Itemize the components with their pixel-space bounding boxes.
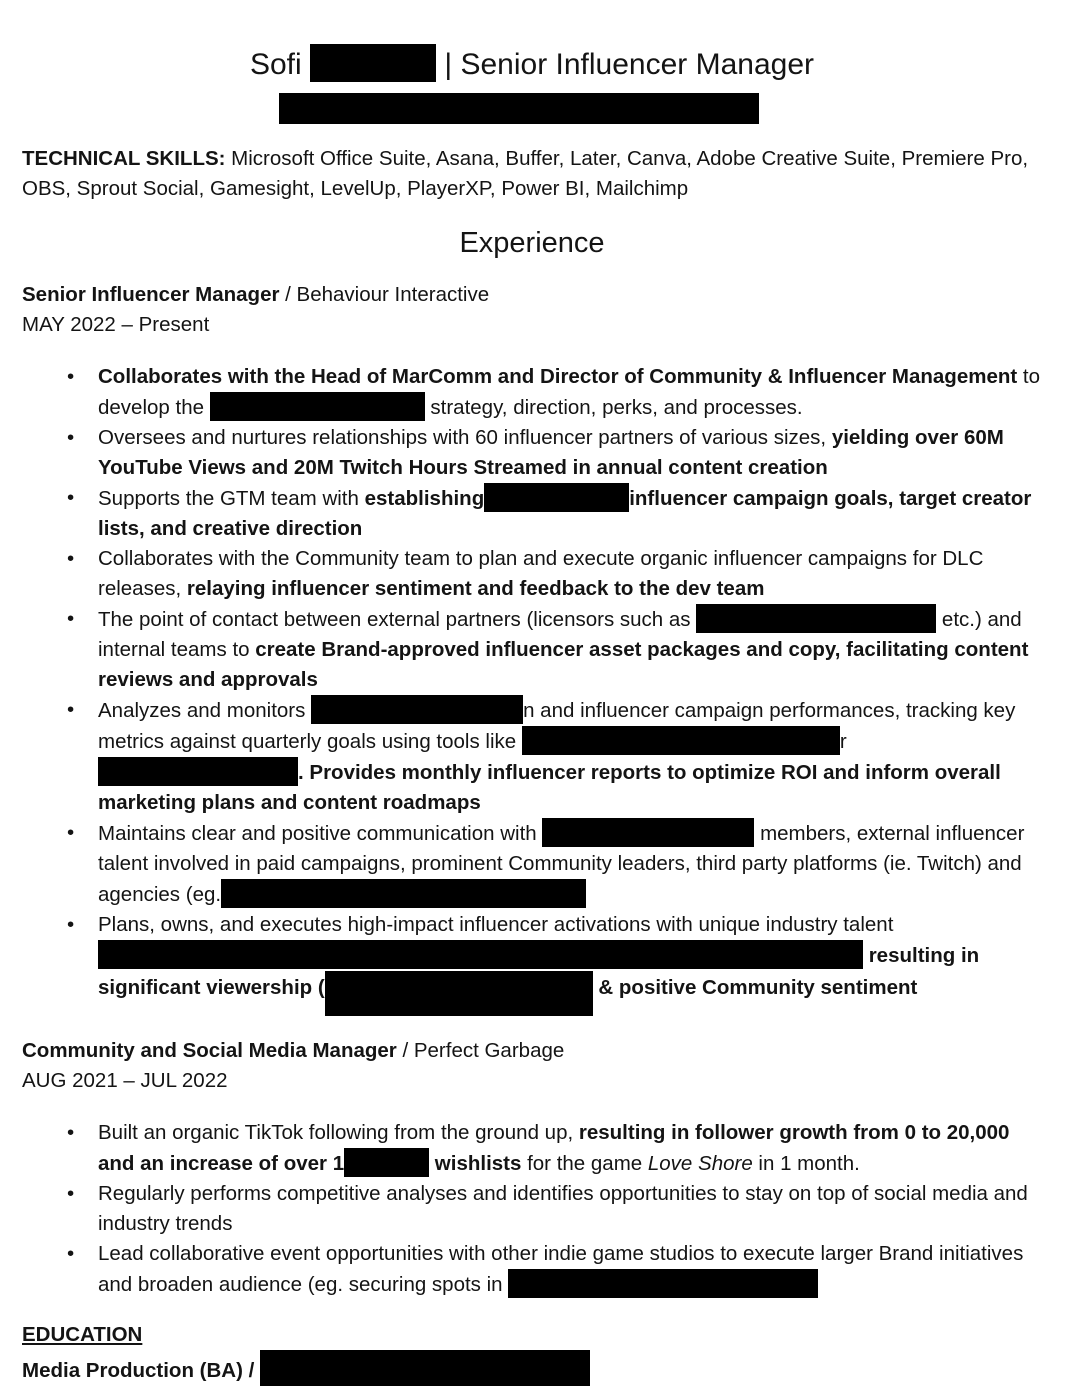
redaction-bar (325, 971, 593, 1016)
redaction-bar (508, 1269, 818, 1298)
text-segment: strategy, direction, perks, and processes. (424, 396, 803, 419)
text-segment: yielding over 60M YouTube Views and 20M Twitch Hours Streamed in annual content creation (98, 426, 1004, 479)
redaction-bar (311, 695, 523, 724)
text-segment: resulting in follower growth from 0 to 20,000 and an increase of over 1 (98, 1121, 1010, 1175)
technical-skills-list: Microsoft Office Suite, Asana, Buffer, Later, Canva, Adobe Creative Suite, Premiere Pro, OBS, Sprout Social, Gamesight, LevelUp, PlayerXP, Power BI, Mailchimp (22, 147, 1029, 200)
text-segment: create Brand-approved influencer asset packages and copy, facilitating content reviews and approvals (98, 638, 1029, 691)
redaction-bar (310, 44, 436, 82)
job-entry (22, 1036, 1042, 1300)
resume-title (22, 44, 1042, 85)
contact-info-redaction (279, 93, 759, 124)
bullet-item (98, 362, 1042, 423)
text-segment: Oversees and nurtures relationships with 60 influencer partners of various sizes, (98, 426, 832, 449)
text-segment: Collaborates with the Community team to plan and execute organic influencer campaigns for DLC releases, (98, 547, 984, 600)
job-dates: AUG 2021 – JUL 2022 (22, 1069, 228, 1092)
text-segment: influencer campaign goals, target creator lists, and creative direction (98, 487, 1032, 540)
redaction-bar (98, 757, 298, 786)
technical-skills-label: TECHNICAL SKILLS: (22, 147, 226, 170)
education-line (22, 1350, 1042, 1386)
text-segment: Built an organic TikTok following from the ground up, (98, 1121, 579, 1144)
text-segment: relaying influencer sentiment and feedback to the dev team (186, 577, 765, 600)
text-segment: Maintains clear and positive communication with (98, 822, 543, 845)
text-segment: | Senior Influencer Manager (436, 48, 815, 81)
jobs-container (22, 280, 1042, 1300)
text-segment: Collaborates with the Head of MarComm and Director of Community & Influencer Management (98, 365, 1018, 388)
text-segment: Analyzes and monitors (98, 699, 312, 722)
redaction-bar (210, 392, 425, 421)
job-title-line (22, 1036, 1042, 1066)
text-segment: to develop the (98, 365, 1040, 419)
experience-heading: Experience (459, 227, 605, 259)
text-segment: n and influencer campaign performances, tracking key metrics against quarterly goals using tools like (98, 699, 1016, 753)
technical-skills-paragraph (22, 144, 1042, 204)
job-entry (22, 280, 1042, 1016)
text-segment: r (839, 730, 847, 753)
text-segment: members, external influencer talent involved in paid campaigns, prominent Community leaders, third party platforms (ie. Twitch) and agencies (eg. (98, 822, 1025, 906)
text-segment: establishing (364, 487, 485, 510)
text-segment: Lead collaborative event opportunities with other indie game studios to execute larger Brand initiatives and broaden audience (eg. securing spots in (98, 1242, 1024, 1296)
text-segment: wishlists (429, 1152, 522, 1175)
bullet-item (98, 1118, 1042, 1179)
text-segment: The point of contact between external partners (licensors such as (98, 608, 697, 631)
education-heading: EDUCATION (22, 1323, 143, 1346)
bullet-item (98, 1239, 1042, 1300)
bullet-item (98, 544, 1042, 604)
bullet-item (98, 1179, 1042, 1239)
job-dates: MAY 2022 – Present (22, 313, 210, 336)
text-segment: for the game (521, 1152, 648, 1175)
bullet-item (98, 423, 1042, 483)
redaction-bar (344, 1148, 429, 1177)
text-segment: Supports the GTM team with (98, 487, 365, 510)
text-segment: . Provides monthly influencer reports to optimize ROI and inform overall marketing plans and content roadmaps (98, 761, 1001, 814)
job-bullet-list (22, 362, 1042, 1016)
text-segment: Sofi (249, 48, 310, 81)
job-bullet-list (22, 1118, 1042, 1300)
job-title-line (22, 280, 1042, 310)
redaction-bar (522, 726, 840, 755)
redaction-bar (542, 818, 754, 847)
text-segment: resulting in significant viewership ( (98, 944, 980, 999)
redaction-bar (98, 940, 863, 969)
redaction-bar (221, 879, 586, 908)
redaction-bar (484, 483, 629, 512)
job-title: Community and Social Media Manager (22, 1039, 397, 1062)
bullet-item (98, 695, 1042, 818)
text-segment: & positive Community sentiment (592, 976, 918, 999)
text-segment: Regularly performs competitive analyses and identifies opportunities to stay on top of social media and industry trends (98, 1182, 1028, 1235)
text-segment: Love Shore (647, 1152, 753, 1175)
bullet-item (98, 483, 1042, 544)
bullet-item (98, 818, 1042, 910)
bullet-item (98, 910, 1042, 1016)
text-segment: Media Production (BA) / (22, 1359, 261, 1382)
bullet-item (98, 604, 1042, 695)
text-segment: in 1 month. (752, 1152, 860, 1175)
redaction-bar (260, 1350, 590, 1386)
job-company: / Perfect Garbage (396, 1039, 565, 1062)
job-company: / Behaviour Interactive (279, 283, 490, 306)
job-title: Senior Influencer Manager (22, 283, 280, 306)
redaction-bar (696, 604, 936, 633)
text-segment: Plans, owns, and executes high-impact influencer activations with unique industry talent (98, 913, 894, 936)
text-segment: etc.) and internal teams to (98, 608, 1022, 661)
